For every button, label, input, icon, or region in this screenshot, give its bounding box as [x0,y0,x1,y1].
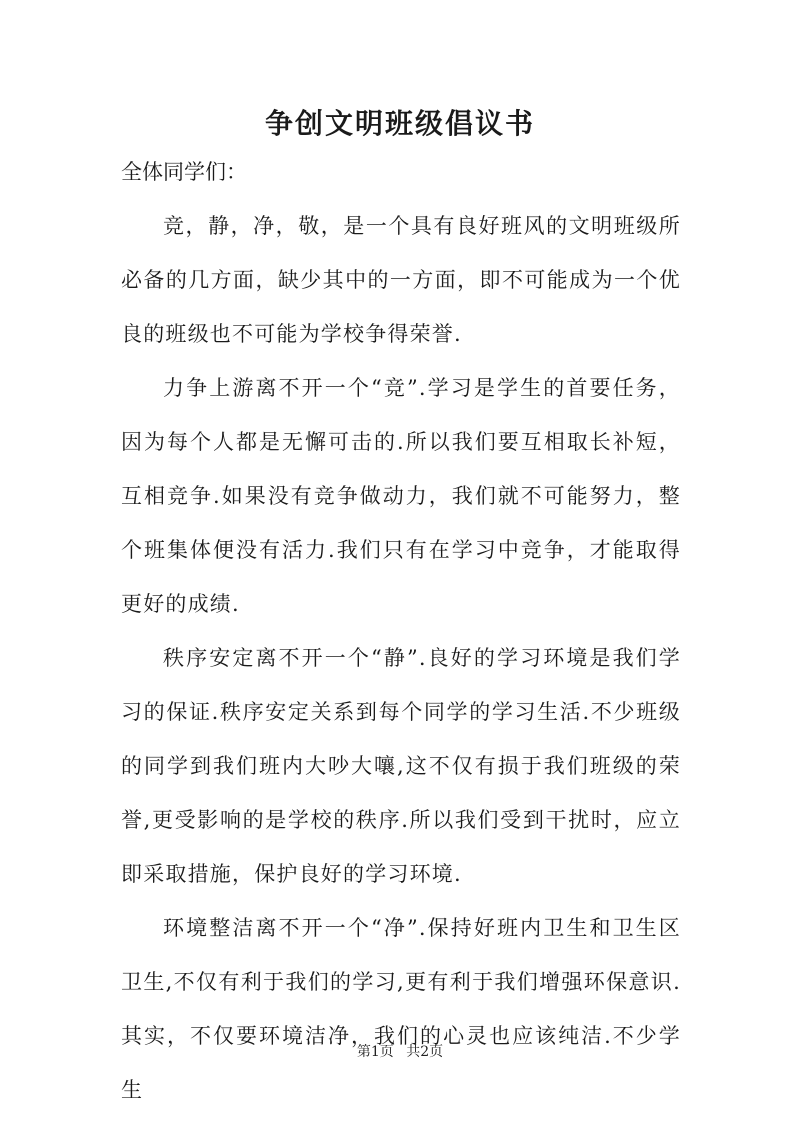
page-total: 共2页 [406,1044,444,1060]
paragraph-1: 竞，静，净，敬，是一个具有良好班风的文明班级所必备的几方面，缺少其中的一方面，即不可能成为一个优良的班级也不可能为学校争得荣誉. [121,214,681,346]
paragraph-2: 力争上游离不开一个“竞”.学习是学生的首要任务，因为每个人都是无懈可击的.所以我们要互相取长补短，互相竞争.如果没有竞争做动力，我们就不可能努力，整个班集体便没有活力.我们只有在学习中竞争，才能取得更好的成绩. [121,376,681,616]
salutation: 全体同学们： [121,160,247,184]
page-number: 第1页 [356,1044,394,1060]
paragraph-4: 环境整洁离不开一个“净”.保持好班内卫生和卫生区卫生,不仅有利于我们的学习,更有利于我们增强环保意识.其实，不仅要环境洁净，我们的心灵也应该纯洁.不少学生 [121,916,681,1102]
paragraph-3: 秩序安定离不开一个“静”.良好的学习环境是我们学习的保证.秩序安定关系到每个同学的学习生活.不少班级的同学到我们班内大吵大嚷,这不仅有损于我们班级的荣誉,更受影响的是学校的秩序.所以我们受到干扰时，应立即采取措施，保护良好的学习环境. [121,646,681,886]
document-body [121,199,681,1117]
page-footer [0,1040,800,1064]
document-title: 争创文明班级倡议书 [264,107,535,140]
